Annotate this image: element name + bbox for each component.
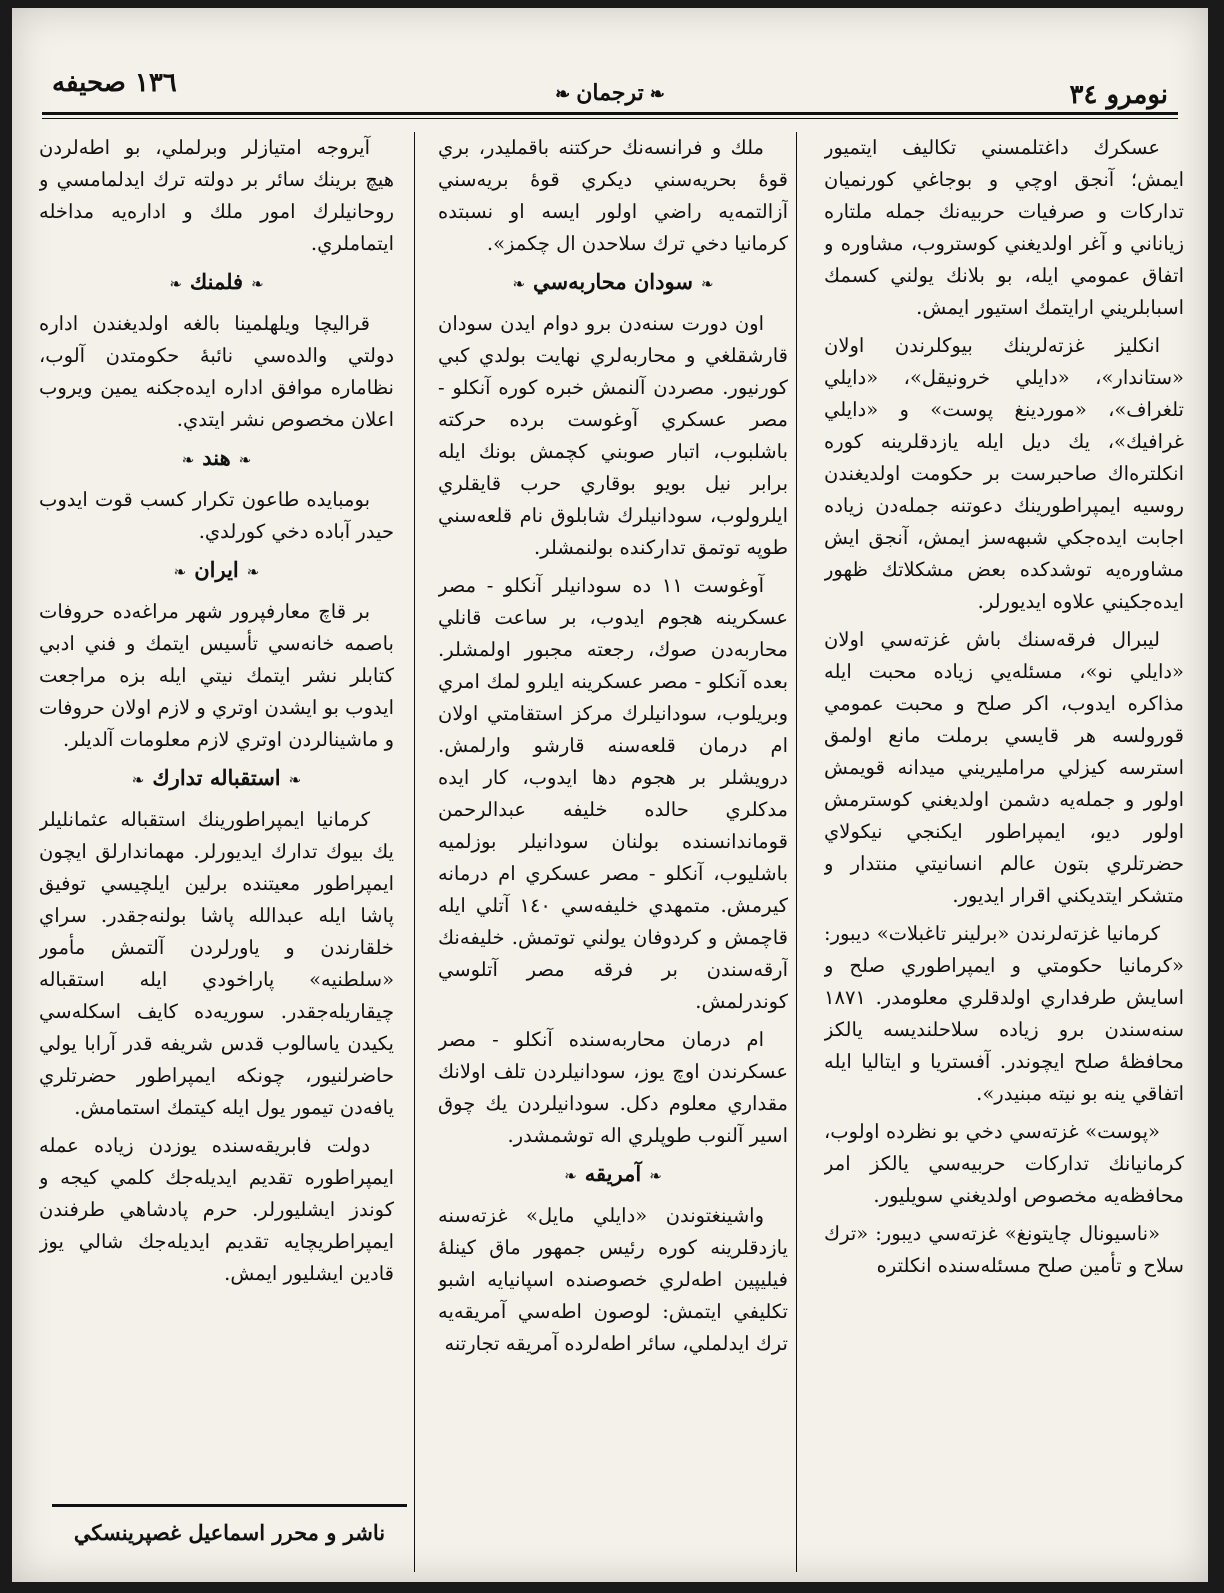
column-divider <box>796 132 797 1572</box>
ornament-icon: ❧ <box>555 84 571 105</box>
article-paragraph: كرمانيا ايمپراطورينك استقباله عثمانليلر يك بيوك تدارك ايديورلر. مهماندارلق ايچون ايمپراطور معيتنده برلين ايلچيسي توفيق پاشا ايله عبدالله پاشا بولنه‌جقدر. سراي خلقارندن و ياورلردن آلتمش مأمور «سلطنيه» پاراخودي ايله استقباله چيقاريله‌جقدر. سوريه‌ده كايف اسكله‌سي يكيدن ياسالوب قدس شريفه قدر آرابا يولي حاضرلنيور، چونكه ايمپراطور حضرتلري يافه‌دن تيمور يول ايله كيتمك استمامش. <box>39 808 394 1119</box>
article-paragraph: انكليز غزته‌لرينك بيوكلرندن اولان «ستاندار»، «دايلي خرونيقل»، «دايلي تلغراف»، «موردينغ پوست» و «دايلي غرافيك»، يك ديل ايله يازدقلرينه كوره انكلتره‌اك صاحبرست بر حكومت اولديغندن روسيه ايمپراطورينك دعوتنه جمله‌دن زياده اجابت ايده‌جكي شبهه‌سز ايمش، آنجق ايش مشاوره‌يه توشدكده بعض مشكلاتك ظهور ايده‌جكيني علاوه ايديورلر. <box>824 334 1184 613</box>
ornament-icon: ❧ <box>238 451 252 469</box>
article-paragraph: بومبايده طاعون تكرار كسب قوت ايدوب حيدر آباده دخي كورلدي. <box>39 488 394 543</box>
column-right <box>824 132 1184 1572</box>
ornament-icon: ❧ <box>288 771 302 789</box>
article-paragraph: ملك و فرانسه‌نك حركتنه باقمليدر، بري قوهٔ بحريه‌سني ديكري قوهٔ بريه‌سني آزالتمه‌يه راضي اولور ايسه او نسبتده كرمانيا دخي ترك سلاحدن ال چكمز». <box>438 136 788 255</box>
article-paragraph: قراليچا ويلهلمينا بالغه اولديغندن اداره دولتي والده‌سي نائبهٔ حكومتدن آلوب، نظاماره موافق اداره ايده‌جكنه يمين ويروب اعلان مخصوص نشر ايتدي. <box>39 312 394 431</box>
article-paragraph: ليبرال فرقه‌سنك باش غزته‌سي اولان «دايلي نو»، مسئله‌يي زياده محبت ايله مذاكره ايدوب، اكر صلح و محبت عمومي قورولسه هر قايسي برملت مانع اولمق استرسه كيزلي مرامليريني ميدانه قويمش اولور و جمله‌يه دشمن اولديغني كوسترمش اولور ديو، ايمپراطور ايكنجي نيكولاي حضرتلري بتون عالم انسانيتي منتدار و متشكر ايتديكني اقرار ايديور. <box>824 628 1184 907</box>
article-paragraph: عسكرك داغتلمسني تكاليف ايتميور ايمش؛ آنجق اوچي و بوجاغي كورنميان تداركات و صرفيات حربيه‌نك جمله ملتاره زياناني و آغر اولديغني كوستروب، مشاوره و اتفاق عمومي ايله، بو بلانك يولني كسمك اسبابلريني ارايتمك استيور ايمش. <box>824 136 1184 319</box>
article-paragraph: بر قاچ معارفپرور شهر مراغه‌ده حروفات باصمه خانه‌سي تأسيس ايتمك و فني ادبي كتابلر نشر ايتمك نيتي ايله بزه مراجعت ايدوب بو ايشدن اوتري و لازم اولان حروفات و ماشينالردن اوتري لازم معلومات آلديلر. <box>39 600 394 751</box>
ornament-icon: ❧ <box>700 275 714 293</box>
section-heading <box>438 266 788 300</box>
section-title: سودان محاربه‌سي <box>533 269 693 294</box>
article-paragraph: آيروجه امتيازلر وبرلملي، بو اطه‌لردن هيچ برينك سائر بر دولته ترك ايدلمامسي و روحانيلرك امور ملك و اداره‌يه مداخله ايتماملري. <box>39 136 394 255</box>
ornament-icon: ❧ <box>246 563 260 581</box>
newspaper-title: ترجمان <box>576 80 644 106</box>
footer-rule <box>52 1504 407 1507</box>
section-heading <box>39 442 394 476</box>
column-left <box>39 132 394 1504</box>
column-middle <box>438 132 788 1572</box>
section-title: آمريقه <box>584 1161 642 1186</box>
ornament-icon: ❧ <box>131 771 145 789</box>
ornament-icon: ❧ <box>512 275 526 293</box>
section-title: فلمنك <box>189 269 244 294</box>
article-paragraph: اون دورت سنه‌دن برو دوام ايدن سودان قارشقلغي و محاربه‌لري نهايت بولدي كبي كورنيور. مصردن آلنمش خبره كوره آنكلو - مصر عسكري آوغوست برده حركته باشلبوب، اتبار صوبني كچمش بونك ايله برابر نيل بويو بوقاري حرب قايقلري ايلرولوب، سودانيلرك شابلوق نام قلعه‌سني طوپه توتمق تداركنده بولنمشلر. <box>438 312 788 559</box>
ornament-icon: ❧ <box>251 275 264 293</box>
section-heading <box>39 266 394 300</box>
masthead <box>42 60 1178 112</box>
article-paragraph: دولت فابريقه‌سنده يوزدن زياده عمله ايمپراطوره تقديم ايديله‌جك كلمي كيجه و كوندز ايشليورلر. حرم پادشاهي طرفندن ايمپراطريچايه تقديم ايديله‌جك شالي يوز قادين ايشليور ايمش. <box>39 1134 394 1285</box>
article-paragraph: كرمانيا غزته‌لرندن «برلينر تاغبلات» ديبور: «كرمانيا حكومتي و ايمپراطوري صلح و اسايش طرفداري اولدقلري معلومدر. ١٨٧١ سنه‌سندن برو زياده سلاحلنديسه يالكز محافظهٔ صلح ايچوندر. آفستريا و ايتاليا ايله اتفاقي ينه بو نيته مبنيدر». <box>824 922 1184 1105</box>
article-paragraph: «ناسيونال چايتونغ» غزته‌سي ديبور: «ترك سلاح و تأمين صلح مسئله‌سنده انكلتره <box>824 1222 1184 1277</box>
ornament-icon: ❧ <box>169 275 182 293</box>
section-title: هند <box>202 445 231 470</box>
column-divider <box>414 132 415 1572</box>
newspaper-title-block <box>549 80 671 106</box>
ornament-icon: ❧ <box>649 84 665 105</box>
section-title: ايران <box>194 557 239 582</box>
ornament-icon: ❧ <box>564 1167 577 1185</box>
ornament-icon: ❧ <box>173 563 187 581</box>
section-title: استقباله تدارك <box>152 765 281 790</box>
publisher-line: ناشر و محرر اسماعيل غصپرينسكي <box>73 1520 386 1545</box>
ornament-icon: ❧ <box>181 451 195 469</box>
section-heading <box>438 1158 788 1192</box>
section-heading <box>39 554 394 588</box>
article-paragraph: «پوست» غزته‌سي دخي بو نظرده اولوب، كرمانيانك تداركات حربيه‌سي يالكز امر محافظه‌يه مخصوص اولديغني سويليور. <box>824 1120 1184 1207</box>
newspaper-page <box>12 8 1208 1582</box>
article-paragraph: ام درمان محاربه‌سنده آنكلو - مصر عسكرندن اوچ يوز، سودانيلردن تلف اولانك مقداري معلوم دكل. سودانيلردن يك چوق اسير آلنوب طوپلري اله توشمشدر. <box>438 1028 788 1147</box>
section-heading <box>39 762 394 796</box>
article-paragraph: آوغوست ١١ ده سودانيلر آنكلو - مصر عسكرينه هجوم ايدوب، بر ساعت قانلي محاربه‌دن صوك، رجعته مجبور اولمشلر. بعده آنكلو - مصر عسكرينه ايلرو لمك امري وبريلوب، سودانيلرك مركز استقامتي اولان ام درمان قلعه‌سنه قارشو وارلمش. درويشلر بر هجوم دها ايدوب، كار ايده مدكلري حالده خليفه عبدالرحمن قوماندانسنده بولنان سودانيلر بوزلميه باشليوب، آنكلو - مصر عسكري ام درمانه كيرمش. متمهدي خليفه‌سي ١٤٠ آتلي ايله قاچمش و كردوفان يولني توتمش. خليفه‌نك آرقه‌سندن بر فرقه مصر آتلوسي كوندرلمش. <box>438 574 788 1013</box>
ornament-icon: ❧ <box>649 1167 662 1185</box>
page-number: ١٣٦ صحيفه <box>52 68 177 98</box>
header-rule <box>42 112 1178 115</box>
article-paragraph: واشينغتوندن «دايلي مايل» غزته‌سنه يازدقلرينه كوره رئيس جمهور ماق كينلهٔ فيليپين اطه‌لري خصوصنده اسپانيايه اشبو تكليفي ايتمش: لوصون اطه‌سي آمريقه‌يه ترك ايدلملي، سائر اطه‌لرده آمريقه تجارتنه <box>438 1204 788 1355</box>
issue-number: نومرو ٣٤ <box>1069 80 1168 110</box>
header-rule-thin <box>42 118 1178 119</box>
